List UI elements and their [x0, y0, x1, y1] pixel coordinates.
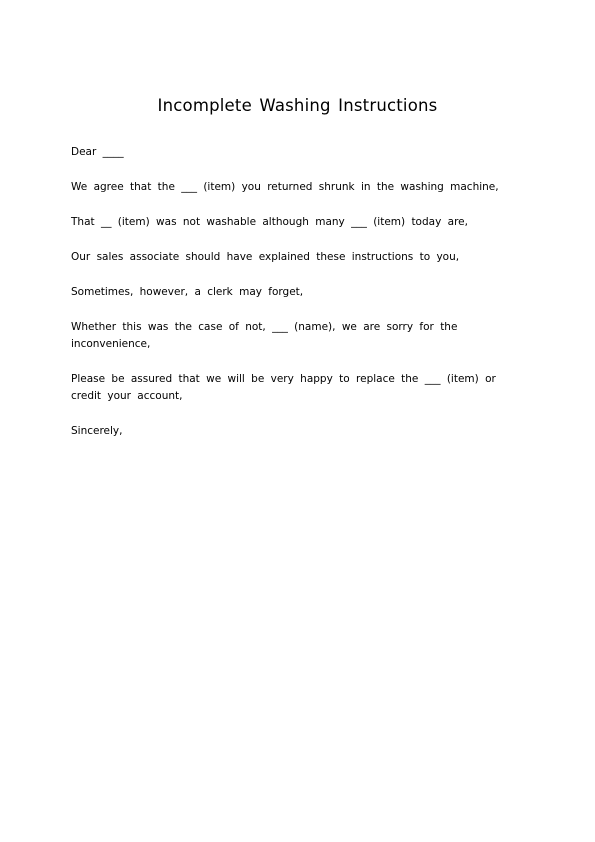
salutation: Dear ____: [71, 146, 124, 158]
paragraph-agreement: We agree that the ___ (item) you returned shrunk in the washing machine,: [71, 181, 499, 193]
paragraph-clerk: Sometimes, however, a clerk may forget,: [71, 286, 304, 298]
paragraph-washable: That __ (item) was not washable although many ___ (item) today are,: [71, 216, 468, 228]
document-title: Incomplete Washing Instructions: [157, 96, 438, 115]
paragraph-replacement: Please be assured that we will be very happy to replace the ___ (item) or credit your account,: [71, 373, 496, 402]
paragraph-apology: Whether this was the case of not, ___ (name), we are sorry for the inconvenience,: [71, 321, 458, 350]
paragraph-associate: Our sales associate should have explained these instructions to you,: [71, 251, 460, 263]
closing: Sincerely,: [71, 425, 123, 437]
letter-body: [71, 144, 523, 458]
